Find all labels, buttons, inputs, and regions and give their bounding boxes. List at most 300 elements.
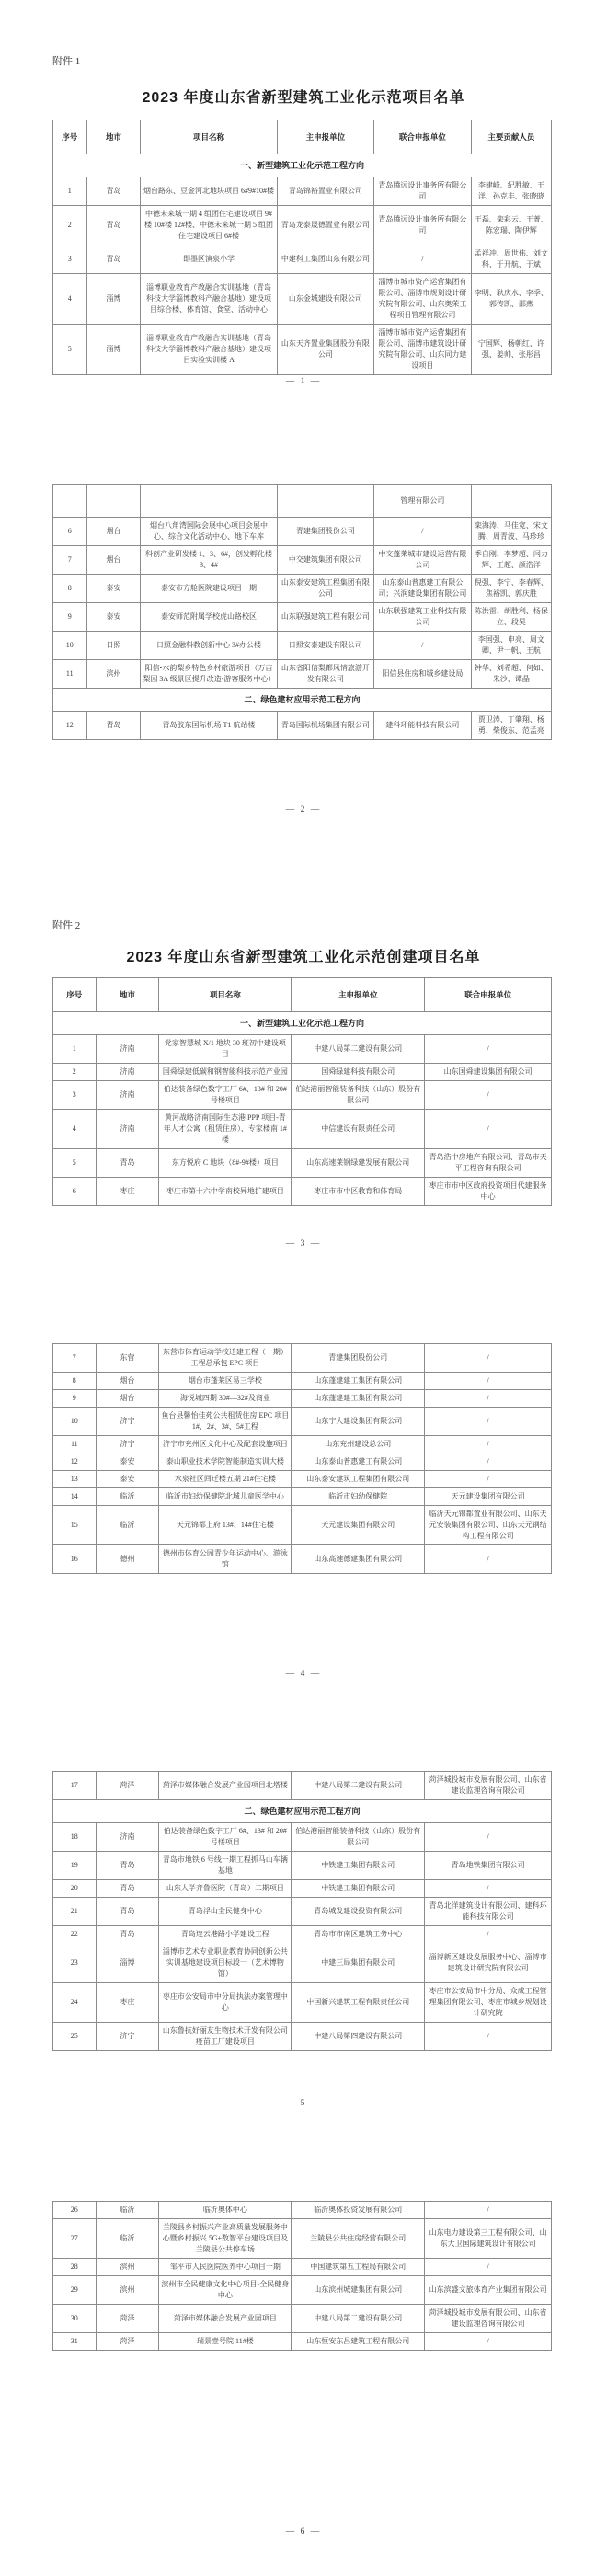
table-cell: 枣庄市市中区教育和体育局 [292,1178,425,1206]
table-cell: / [374,518,472,546]
table-cell: 青岛 [96,1898,159,1926]
table-cell: 伯达装备绿色数字工厂 6#、13# 和 20#号楼项目 [159,1823,292,1852]
projects-table-attachment2-cont2 [52,1771,552,2051]
table-cell: 山东鲁抗好丽友生物技术开发有限公司疫苗工厂建设项目 [159,2023,292,2051]
table-cell: 山东联强建筑工程有限公司 [277,603,374,632]
table-cell: 青岛 [86,177,141,206]
table-cell: 中建八局第二建设有限公司 [292,1035,425,1064]
table-cell: 28 [53,2259,97,2276]
table-cell: 1 [53,177,87,206]
table-cell: 淄博新区建设发展服务中心、淄博市建筑设计研究院有限公司 [425,1943,552,1983]
table-cell: 淄博市城市资产运营集团有限公司、淄博市建筑设计研究院有限公司、山东同力建设项目 [374,325,472,375]
table-cell: 黄河战略济南国际生态港 PPP 项目-青年人才公寓（租赁住房）、专家楼南 1#楼 [159,1110,292,1149]
table-cell: 8 [53,575,87,603]
table-row [53,1390,552,1408]
table-cell: 淄博市艺术专业职业教育协同创新公共实训基地建设项目标段一（艺术博物馆） [159,1943,292,1983]
section-title: 一、新型建筑工业化示范工程方向 [53,154,552,177]
table-row [53,1453,552,1471]
table-cell: 山东省阳信梨都风情旅游开发有限公司 [277,660,374,689]
table-cell: 青岛国际机场集团有限公司 [277,712,374,740]
projects-table-attachment1-cont [52,484,552,740]
table-cell: / [425,2259,552,2276]
table-cell: 中铁建工集团有限公司 [292,1852,425,1880]
table-cell: 菏泽 [96,2305,159,2333]
table-cell: 淄博职业教育产教融合实训基地（青岛科技大学淄博教科产融合基地）建设项目实验实训楼 A [141,325,277,375]
table-cell: 兰陵县乡村振兴产业高质量发展服务中心暨乡村振兴 5G+数智平台建设项目及兰陵县公共停车场 [159,2219,292,2259]
table-cell: 临沂市妇幼保健院 [292,1488,425,1506]
table-cell: 济南 [96,1035,159,1064]
table-cell: 淄博市城市资产运营集团有限公司、淄博市规划设计研究院有限公司、山东奥荣工程项目管理有限公司 [374,274,472,325]
table-cell: 天元锦都上府 13#、14#住宅楼 [159,1506,292,1545]
table-cell: 东营市体育运动学校迁建工程（一期）工程总承包 EPC 项目 [159,1344,292,1373]
table-cell: 山东大学齐鲁医院（青岛）二期项目 [159,1880,292,1898]
table-cell: 山东滨盛文旅体育产业集团有限公司 [425,2276,552,2305]
table-cell: 泰安 [96,1453,159,1471]
table2-page3 [52,977,552,1206]
table-row [53,1898,552,1926]
table-cell: 青岛 [96,1149,159,1178]
table-cell: 济宁市兖州区文化中心及配套设施项目 [159,1436,292,1453]
column-header: 主申报单位 [292,978,425,1012]
table-cell: 中建科工集团山东有限公司 [277,245,374,274]
table-cell: 鱼台县馨怡佳苑公共租赁住房 EPC 项目 1#、2#、3#、5#工程 [159,1408,292,1436]
table-row [53,325,552,375]
table-cell: 淄博职业教育产教融合实训基地（青岛科技大学淄博教科产融合基地）建设项目综合楼、体育馆、食堂、活动中心 [141,274,277,325]
table-row [53,1880,552,1898]
attachment2-title: 2023 年度山东省新型建筑工业化示范创建项目名单 [126,950,481,965]
table-cell: 18 [53,1823,97,1852]
table-cell: / [425,2023,552,2051]
table-cell: 兰陵县公共住房经营有限公司 [292,2219,425,2259]
table-cell: 泰安 [96,1471,159,1488]
table-cell: 菏泽 [96,2333,159,2351]
table-cell: 青岛北洋建筑设计有限公司、建科环能科技有限公司 [425,1898,552,1926]
table-cell: 山东宁大建设集团有限公司 [292,1408,425,1436]
table-cell: 中国建筑第五工程局有限公司 [292,2259,425,2276]
table-cell: 烟台 [86,546,141,575]
table-cell: 6 [53,1178,97,1206]
table-cell: 山东泰安建筑工程集团有限公司 [277,575,374,603]
table-cell: 23 [53,1943,97,1983]
table-cell: 泰安 [86,575,141,603]
table-cell: / [425,1823,552,1852]
table-row [53,1823,552,1852]
projects-table-attachment1 [52,120,552,375]
table-cell: 14 [53,1488,97,1506]
table-cell: / [425,1408,552,1436]
section-row [53,1012,552,1035]
page-number-1: — 1 — [285,377,322,386]
column-header: 地市 [86,120,141,154]
table-cell: 山东高速莱钢绿建发展有限公司 [292,1149,425,1178]
table-cell: 济南 [96,1081,159,1110]
column-header: 主要贡献人员 [471,120,551,154]
table-row [53,485,552,518]
table1-page2 [52,484,552,740]
table-cell: 李明、耿庆水、李季、郭传凯、邵燕 [471,274,551,325]
column-header: 序号 [53,120,87,154]
column-header: 序号 [53,978,97,1012]
table-cell: 枣庄市公安局市中分局、众成工程管理集团有限公司、枣庄市城乡规划设计研究院 [425,1983,552,2023]
table-cell: / [425,1453,552,1471]
table-cell: 济宁 [96,1408,159,1436]
table-cell: 中信建设有限责任公司 [292,1110,425,1149]
table-cell: 菏泽城投城市发展有限公司、山东省建设监理咨询有限公司 [425,1772,552,1800]
table-cell: 山东联强建筑工业科技有限公司 [374,603,472,632]
table-cell: 枣庄市市中区政府投资项目代建服务中心 [425,1178,552,1206]
page-number-5: — 5 — [285,2099,322,2108]
column-header: 项目名称 [141,120,277,154]
table-cell: 管理有限公司 [374,485,472,518]
table-cell: 青岛 [86,712,141,740]
table-cell: 王磊、栾彩云、王菁、陈宏瑞、陶伊辉 [471,206,551,245]
table-cell: 临沂奥体投资发展有限公司 [292,2202,425,2219]
table-cell: 11 [53,660,87,689]
table-cell: / [425,1926,552,1943]
table-cell: 青岛城发建设投资有限公司 [292,1898,425,1926]
table-cell: 季自刚、李梦超、闫力辉、王超、颜浩洋 [471,546,551,575]
table-row [53,1110,552,1149]
table-cell: 泰安师范附属学校虎山路校区 [141,603,277,632]
table-cell: 菏泽城投城市发展有限公司、山东省建设监理咨询有限公司 [425,2305,552,2333]
table-cell: 青岛腾远设计事务所有限公司 [374,177,472,206]
table-cell: 泰安市方舱医院建设项目一期 [141,575,277,603]
table-cell: 栾海涛、马佳宽、宋文腾、周青波、马珍珍 [471,518,551,546]
table-cell: 阳信县住房和城乡建设局 [374,660,472,689]
table-cell: 13 [53,1471,97,1488]
table2-page5 [52,1771,552,2051]
table-row [53,1064,552,1081]
column-header: 联合申报单位 [374,120,472,154]
section-row [53,1800,552,1823]
table-cell: 济南 [96,1064,159,1081]
table-cell: 东营 [96,1344,159,1373]
section-title: 二、绿色建材应用示范工程方向 [53,1800,552,1823]
table-cell: 17 [53,1772,97,1800]
table-row [53,1471,552,1488]
table-cell: 国舜绿建科技有限公司 [292,1064,425,1081]
table-cell: / [425,1081,552,1110]
table-header-row [53,120,552,154]
table-cell: 邹平市人民医院医养中心项目一期 [159,2259,292,2276]
table-row [53,603,552,632]
table-cell: / [425,1373,552,1390]
table-cell: 临沂 [96,2202,159,2219]
table-row [53,712,552,740]
table-cell: 伯达港丽智能装备科技（山东）股份有限公司 [292,1823,425,1852]
table-cell: 山东兖州建设总公司 [292,1436,425,1453]
table-row [53,1772,552,1800]
section-row [53,689,552,712]
table-row [53,2276,552,2305]
table-cell: 1 [53,1035,97,1064]
table-row [53,2305,552,2333]
table-cell: / [374,245,472,274]
table-cell: 瑞景壹号院 11#楼 [159,2333,292,2351]
table-cell: 伯达港丽智能装备科技（山东）股份有限公司 [292,1081,425,1110]
table-cell: 25 [53,2023,97,2051]
table-cell: 泰安 [86,603,141,632]
table-cell: 枣庄市公安局市中分局执法办案管理中心 [159,1983,292,2023]
table-cell: 青岛 [86,206,141,245]
table-cell: 枣庄市第十六中学南校异地扩建项目 [159,1178,292,1206]
table-cell: / [425,1035,552,1064]
table-cell: 中建八局第四建设有限公司 [292,2023,425,2051]
table-row [53,1373,552,1390]
table-cell: 伯达装备绿色数字工厂 6#、13# 和 20#号楼项目 [159,1081,292,1110]
table-row [53,1081,552,1110]
table-cell: / [425,1880,552,1898]
table-cell: 钟华、刘希超、何如、朱沙、谭晶 [471,660,551,689]
table-row [53,1983,552,2023]
table-cell: 青岛连云港路小学建设工程 [159,1926,292,1943]
table-cell: 中交建筑集团有限公司 [277,546,374,575]
table-cell: 日照金融科教创新中心 3#办公楼 [141,632,277,660]
table-cell: 烟台 [96,1373,159,1390]
table-cell: 山东天齐置业集团股份有限公司 [277,325,374,375]
table-cell: 李国强、申亮、周文卿、尹一帆、王航 [471,632,551,660]
table-cell: 山东泰山普惠建工有限公司 [292,1453,425,1471]
table-cell: 阳信•水韵梨乡特色乡村旅游项目（万亩梨园 3A 级景区提升改造-游客服务中心） [141,660,277,689]
table-cell: 德州市体育公园青少年运动中心、游泳馆 [159,1545,292,1574]
page-number-6: — 6 — [285,2527,322,2536]
table-cell: 东方悦府 C 地块（8#-9#楼）项目 [159,1149,292,1178]
table-cell: 临沂 [96,1488,159,1506]
table-cell [86,485,141,518]
table-cell: 青岛地铁集团有限公司 [425,1852,552,1880]
table-cell: 10 [53,1408,97,1436]
table-row [53,2333,552,2351]
table-cell: 菏泽市媒体融合发展产业园项目 [159,2305,292,2333]
table-cell: / [425,2202,552,2219]
table-cell [277,485,374,518]
table-row [53,518,552,546]
table-row [53,632,552,660]
table-row [53,1436,552,1453]
table-cell: 山东泰安建筑工程集团有限公司 [292,1471,425,1488]
column-header: 主申报单位 [277,120,374,154]
table-cell: 中铁建工集团有限公司 [292,1880,425,1898]
attachment2-label: 附件 2 [52,920,81,931]
table-cell: 3 [53,245,87,274]
table-row [53,177,552,206]
table-row [53,2023,552,2051]
table-cell: 15 [53,1506,97,1545]
table1-page1 [52,120,552,375]
section-title: 一、新型建筑工业化示范工程方向 [53,1012,552,1035]
table-cell: / [425,1344,552,1373]
table-cell: 12 [53,712,87,740]
table-cell: / [374,632,472,660]
attachment1-label: 附件 1 [52,56,81,67]
table-cell: 淄博 [86,274,141,325]
table-cell: / [425,2333,552,2351]
table-cell: 滨州 [96,2259,159,2276]
table-row [53,546,552,575]
table-cell: 31 [53,2333,97,2351]
table-cell: 青岛锦裕置业有限公司 [277,177,374,206]
table-cell: 山东滨州城建集团有限公司 [292,2276,425,2305]
table-row [53,1408,552,1436]
table-row [53,575,552,603]
table-cell: 青建集团股份公司 [277,518,374,546]
table-cell: 6 [53,518,87,546]
table-cell: / [425,1110,552,1149]
table-cell: 烟台路东、豆金河北地块项目 6#9#10#楼 [141,177,277,206]
table-cell: 青岛 [96,1926,159,1943]
table-cell: 7 [53,546,87,575]
table-cell: 贾卫涛、丁肇翔、杨勇、柴俊东、范孟亮 [471,712,551,740]
table-cell: 山东金城建设有限公司 [277,274,374,325]
table-cell: 济南 [96,1110,159,1149]
table-cell: 天元建设集团有限公司 [425,1488,552,1506]
table-cell: 淄博 [86,325,141,375]
table-cell: 26 [53,2202,97,2219]
table-row [53,2202,552,2219]
table-cell: 淄博 [96,1943,159,1983]
table-row [53,1506,552,1545]
table-cell: 菏泽 [96,1772,159,1800]
table-cell: 山东蓬建建工集团有限公司 [292,1373,425,1390]
table-cell: 青建集团股份公司 [292,1344,425,1373]
table-cell: 27 [53,2219,97,2259]
table-cell: 日照安泰建设有限公司 [277,632,374,660]
table-cell: 国舜绿建低碳和钢智能科技示范产业园 [159,1064,292,1081]
attachment1-title: 2023 年度山东省新型建筑工业化示范项目名单 [142,90,465,106]
table-cell: 青岛市市南区建筑工务中心 [292,1926,425,1943]
table-cell: 4 [53,274,87,325]
table-cell: 4 [53,1110,97,1149]
section-title: 二、绿色建材应用示范工程方向 [53,689,552,712]
table-cell: 临沂 [96,2219,159,2259]
table-cell: 烟台 [96,1390,159,1408]
table-cell: 陈洪雷、胡胜利、杨保立、段昊 [471,603,551,632]
table-row [53,2259,552,2276]
table-row [53,1035,552,1064]
table-cell: 中建三局集团有限公司 [292,1943,425,1983]
table-cell: 山东国舜建设集团有限公司 [425,1064,552,1081]
table-row [53,660,552,689]
table-cell: 山东恒安东昌建筑工程有限公司 [292,2333,425,2351]
table-row [53,1344,552,1373]
table-cell: 16 [53,1545,97,1574]
table-cell: 德州 [96,1545,159,1574]
table-cell: 日照 [86,632,141,660]
table-cell: 即墨区演泉小学 [141,245,277,274]
table-cell: 2 [53,1064,97,1081]
table-row [53,245,552,274]
table-cell: 8 [53,1373,97,1390]
table-cell: 中交蓬莱城市建设运营有限公司 [374,546,472,575]
table-cell: 山东电力建设第三工程有限公司、山东大卫国际建筑设计有限公司 [425,2219,552,2259]
table-cell: 济宁 [96,1436,159,1453]
table-cell: 宁国辉、杨朝红、许强、姜帅、张彤昌 [471,325,551,375]
table-row [53,1943,552,1983]
table-cell: 21 [53,1898,97,1926]
table-cell: 山东蓬建建工集团有限公司 [292,1390,425,1408]
table-cell: 枣庄 [96,1178,159,1206]
table-cell: 济宁 [96,2023,159,2051]
table-cell: 青岛龙泰晟德置业有限公司 [277,206,374,245]
table-cell: / [425,1545,552,1574]
table-cell: 青岛市地铁 6 号线一期工程抓马山车辆基地 [159,1852,292,1880]
table-cell: / [425,1436,552,1453]
table-cell: 22 [53,1926,97,1943]
column-header: 地市 [96,978,159,1012]
table-cell: 12 [53,1453,97,1471]
table-cell: 山东泰山普惠建工有限公司；兴润建设集团有限公司 [374,575,472,603]
page-number-2: — 2 — [285,805,322,815]
table-cell: 3 [53,1081,97,1110]
table-cell: 青岛腾远设计事务所有限公司 [374,206,472,245]
table-cell: 20 [53,1880,97,1898]
table-cell: 临沂 [96,1506,159,1545]
table-cell: 菏泽市媒体融合发展产业园项目北塔楼 [159,1772,292,1800]
table-row [53,1852,552,1880]
table-cell [53,485,87,518]
table-cell [141,485,277,518]
page-number-4: — 4 — [285,1670,322,1679]
table-cell: 5 [53,1149,97,1178]
projects-table-attachment2-cont1 [52,1343,552,1574]
table-cell: 中德未来城一期 4 组团住宅建设项目 9#楼 10#楼 12#楼、中德未来城一期 5 组团住宅建设项目 6#楼 [141,206,277,245]
table-cell: 烟台市蓬莱区易三学校 [159,1373,292,1390]
table-row [53,2219,552,2259]
table-cell: 9 [53,1390,97,1408]
table-row [53,1149,552,1178]
table-cell: 9 [53,603,87,632]
table-cell: 山东高速德建集团有限公司 [292,1545,425,1574]
page-number-3: — 3 — [285,1239,322,1248]
table-cell: 泰山职业技术学院智能制造实训大楼 [159,1453,292,1471]
table-row [53,274,552,325]
column-header: 项目名称 [159,978,292,1012]
table-cell: 临沂奥体中心 [159,2202,292,2219]
table-cell: 滨州 [86,660,141,689]
table-cell: 烟台 [86,518,141,546]
table-cell: 青岛浩中房地产有限公司、青岛市天平工程咨询有限公司 [425,1149,552,1178]
table-cell: 中建八局第二建设有限公司 [292,2305,425,2333]
table-cell: 24 [53,1983,97,2023]
table-cell: 29 [53,2276,97,2305]
table-cell: 中建八局第二建设有限公司 [292,1772,425,1800]
table-cell: 10 [53,632,87,660]
table-cell: 建科环能科技有限公司 [374,712,472,740]
table-cell: 青岛 [96,1880,159,1898]
table-cell: 青岛 [86,245,141,274]
table-cell: 青岛 [96,1852,159,1880]
table-cell: 倪强、李宁、李春辉、焦裕凯、郭庆胜 [471,575,551,603]
table-cell: 孟祥冲、周世伟、刘文科、于开航、于斌 [471,245,551,274]
table-cell: 党家智慧城 X/1 地块 30 班初中建设项目 [159,1035,292,1064]
projects-table-attachment2 [52,977,552,1206]
table-cell: 济南 [96,1823,159,1852]
table-row [53,1178,552,1206]
table-cell: 中国新兴建筑工程有限责任公司 [292,1983,425,2023]
table2-page4 [52,1343,552,1574]
section-row [53,154,552,177]
table-cell: 海悦城四期 30#—32#及商业 [159,1390,292,1408]
table-cell: 滨州 [96,2276,159,2305]
table-cell: 临沂市妇幼保健院北城儿童医学中心 [159,1488,292,1506]
table-cell: 烟台八角湾国际会展中心项目会展中心、综合文化活动中心、地下车库 [141,518,277,546]
table-cell: 滨州市全民健康文化中心项目-全民健身中心 [159,2276,292,2305]
column-header: 联合申报单位 [425,978,552,1012]
table-cell: 枣庄 [96,1983,159,2023]
table-cell: 11 [53,1436,97,1453]
table-cell [471,485,551,518]
table-cell: 临沂天元锦都置业有限公司、山东天元安装集团有限公司、山东天元钢结构工程有限公司 [425,1506,552,1545]
